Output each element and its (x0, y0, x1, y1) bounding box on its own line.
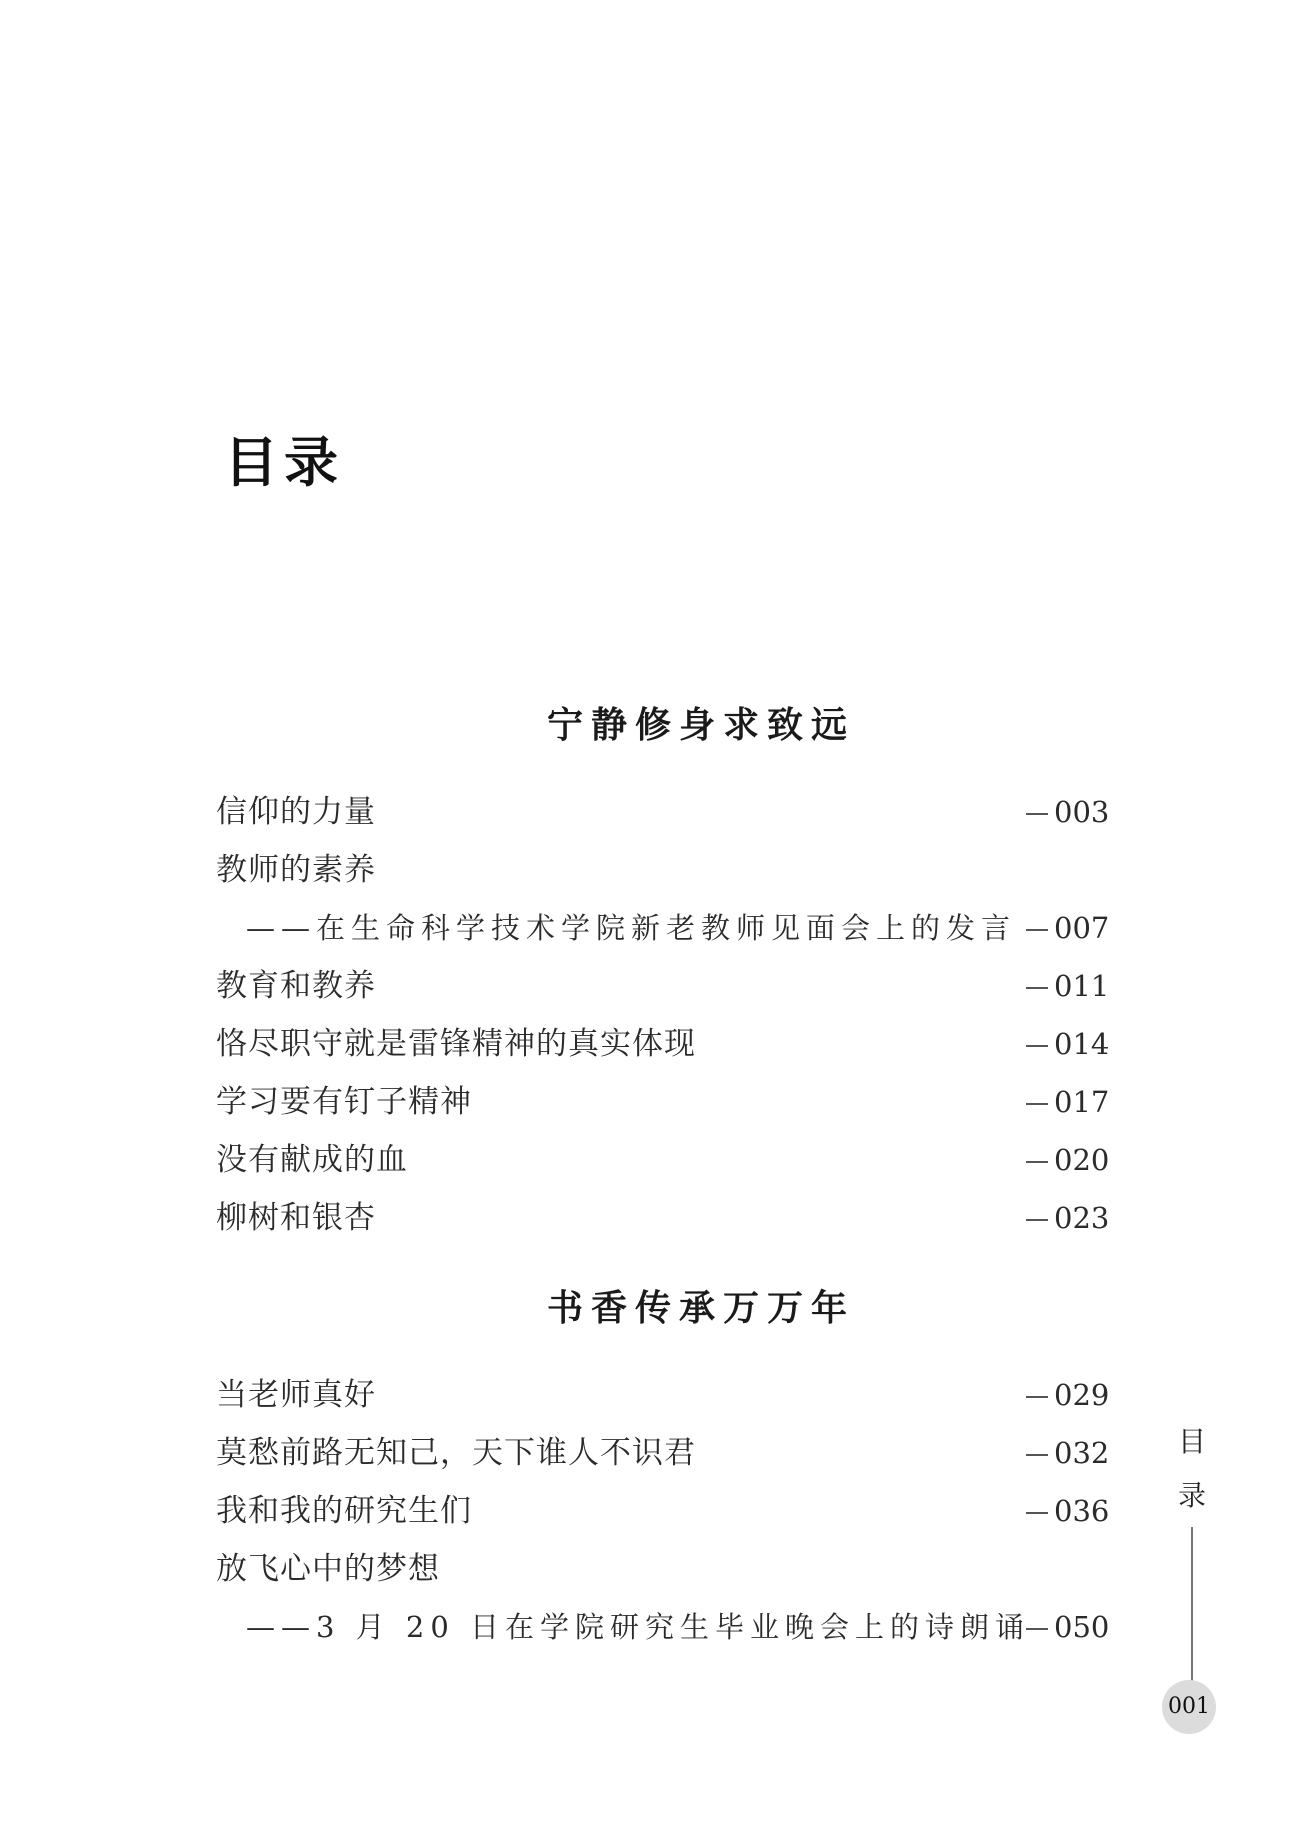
leader-dash (1026, 1161, 1048, 1163)
page-number-text: 032 (1054, 1436, 1110, 1470)
entry-page (1026, 783, 1109, 841)
side-section-marker (1172, 1415, 1212, 1687)
leader-dash (1026, 1512, 1048, 1514)
page-number-text: 050 (1054, 1610, 1110, 1644)
leader-dash (1026, 1045, 1048, 1047)
toc-entry[interactable] (216, 1482, 1116, 1540)
entry-title: 教育和教养 (216, 968, 376, 1004)
entry-title: 恪尽职守就是雷锋精神的真实体现 (216, 1026, 696, 1062)
leader-dash (1026, 1454, 1048, 1456)
entry-title: 放飞心中的梦想 (216, 1551, 440, 1587)
page-number-text: 007 (1054, 911, 1110, 945)
toc-entry[interactable] (216, 1366, 1116, 1424)
page-number-text: 023 (1054, 1201, 1110, 1235)
entry-title: 我和我的研究生们 (216, 1493, 472, 1529)
leader-dash (1026, 813, 1048, 815)
entry-page (1026, 1015, 1109, 1073)
entry-page (1026, 1424, 1109, 1482)
page-number-text: 029 (1054, 1378, 1110, 1412)
toc-entry[interactable] (216, 783, 1116, 841)
entry-title: 当老师真好 (216, 1377, 376, 1413)
toc-entry[interactable] (216, 1073, 1116, 1131)
section-heading: 书香传承万万年 (546, 1287, 855, 1329)
entry-title: 柳树和银杏 (216, 1200, 376, 1236)
entry-page (1026, 1189, 1109, 1247)
toc-section-2 (216, 1278, 1116, 1656)
entry-page (1026, 957, 1109, 1015)
toc-entry[interactable] (216, 1189, 1116, 1247)
page-number-text: 011 (1054, 969, 1110, 1003)
toc-entry-subtitle[interactable] (216, 1598, 1116, 1656)
page-number-text: 036 (1054, 1494, 1110, 1528)
entry-title: 莫愁前路无知己，天下谁人不识君 (216, 1435, 696, 1471)
page-number-text: 017 (1054, 1085, 1110, 1119)
entry-title: 信仰的力量 (216, 794, 376, 830)
page-title: 目录 (224, 430, 344, 494)
leader-dash (1026, 1396, 1048, 1398)
leader-dash (1026, 987, 1048, 989)
leader-dash (1026, 929, 1048, 931)
entry-title: 教师的素养 (216, 852, 376, 888)
entry-subtitle: ——3 月 20 日在学院研究生毕业晚会上的诗朗诵 (246, 1610, 1031, 1644)
entry-page (1026, 1366, 1109, 1424)
toc-entry[interactable] (216, 841, 1116, 899)
entry-page (1026, 899, 1109, 957)
entry-page (1026, 1482, 1109, 1540)
section-heading: 宁静修身求致远 (546, 704, 855, 746)
toc-section-1 (216, 695, 1116, 1247)
entry-page (1026, 1131, 1109, 1189)
page-number-badge: 001 (1162, 1680, 1216, 1734)
page-number-text: 020 (1054, 1143, 1110, 1177)
leader-dash (1026, 1219, 1048, 1221)
entry-title: 没有献成的血 (216, 1142, 408, 1178)
toc-entry[interactable] (216, 957, 1116, 1015)
toc-entry[interactable] (216, 1131, 1116, 1189)
toc-entry-subtitle[interactable] (216, 899, 1116, 957)
toc-entry[interactable] (216, 1015, 1116, 1073)
leader-dash (1026, 1103, 1048, 1105)
entry-title: 学习要有钉子精神 (216, 1084, 472, 1120)
side-marker-char: 录 (1177, 1479, 1206, 1512)
entry-page (1026, 1073, 1109, 1131)
page-number-text: 014 (1054, 1027, 1110, 1061)
entry-page (1026, 1598, 1109, 1656)
page-number-text: 003 (1054, 795, 1110, 829)
leader-dash (1026, 1628, 1048, 1630)
toc-entry[interactable] (216, 1424, 1116, 1482)
side-marker-line (1191, 1527, 1193, 1687)
entry-subtitle: ——在生命科学技术学院新老教师见面会上的发言 (246, 911, 1017, 945)
side-marker-char: 目 (1177, 1425, 1206, 1458)
toc-entry[interactable] (216, 1540, 1116, 1598)
